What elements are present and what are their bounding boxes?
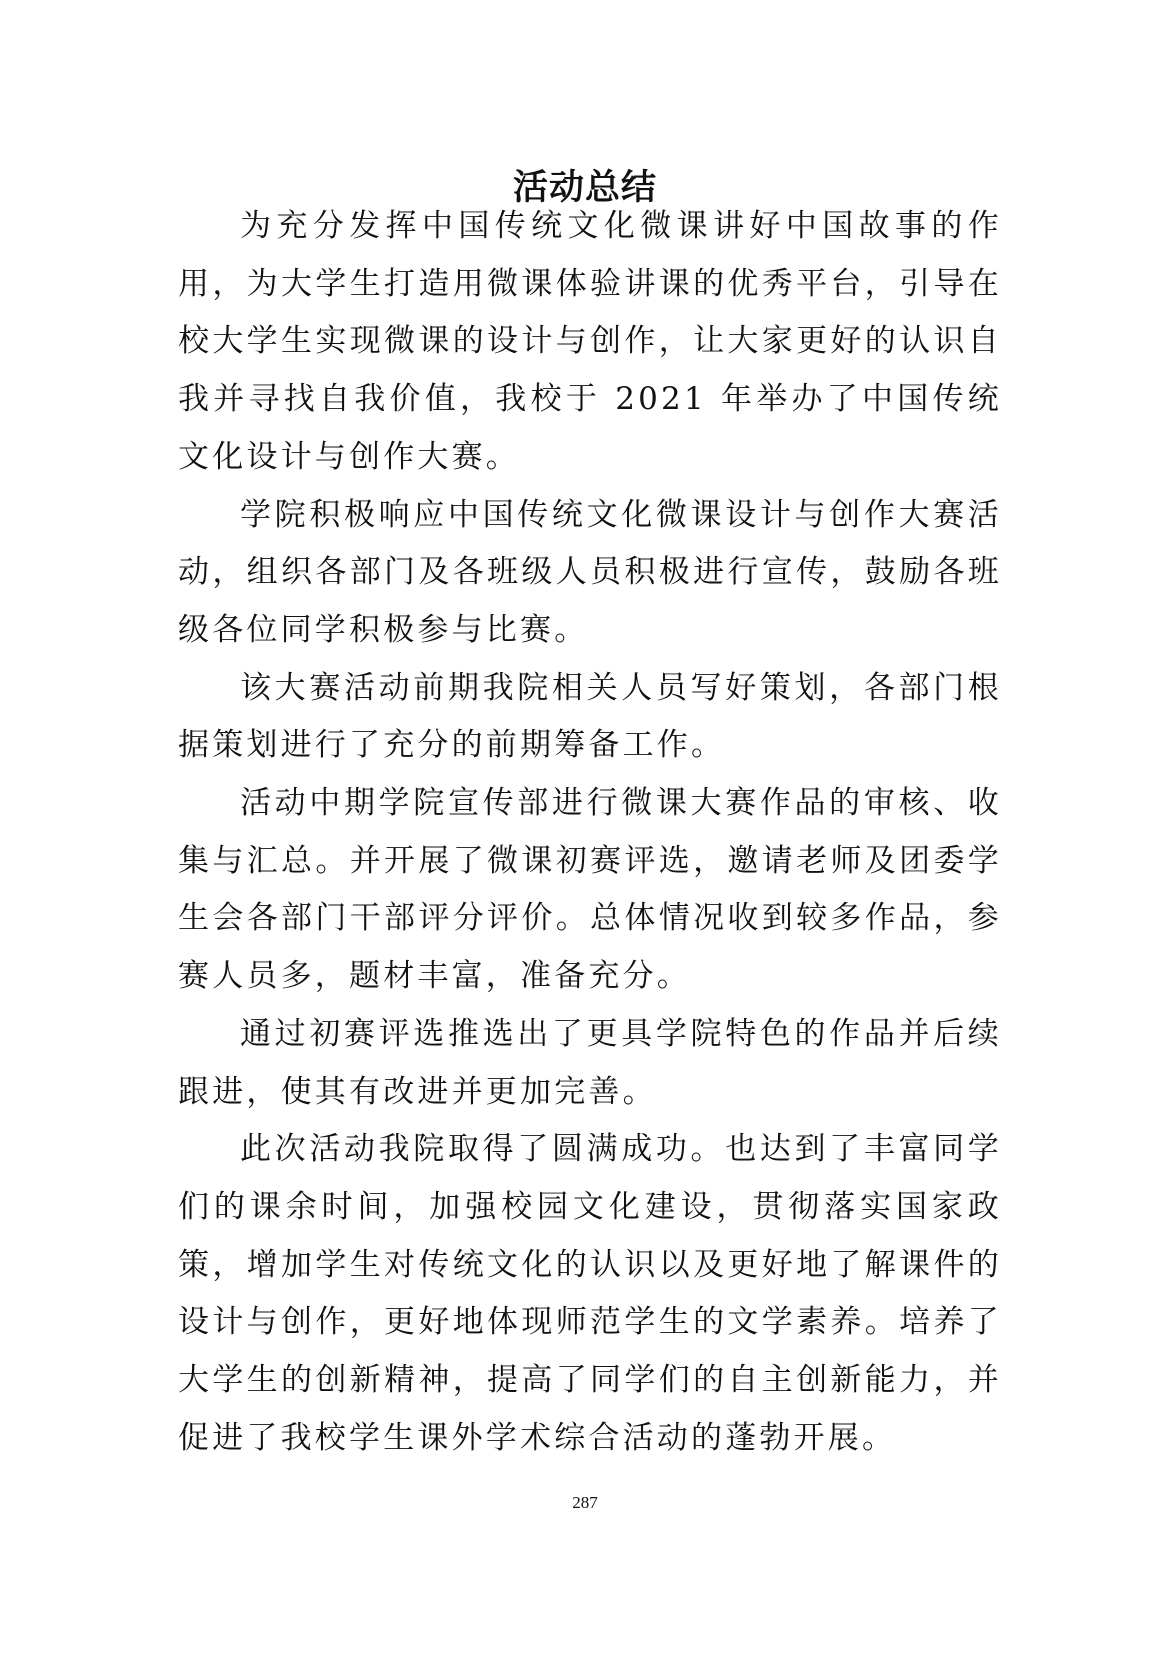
paragraph-5: 通过初赛评选推选出了更具学院特色的作品并后续跟进，使其有改进并更加完善。 — [178, 1015, 1002, 1110]
page-number: 287 — [572, 1493, 598, 1512]
paragraph-1: 为充分发挥中国传统文化微课讲好中国故事的作用，为大学生打造用微课体验讲课的优秀平台，引导在校大学生实现微课的设计与创作，让大家更好的认识自我并寻找自我价值，我校于 2021 年举办了中国传统文化设计与创作大赛。 — [178, 208, 1002, 475]
document-body — [178, 198, 1002, 1467]
paragraph-4: 活动中期学院宣传部进行微课大赛作品的审核、收集与汇总。并开展了微课初赛评选，邀请老师及团委学生会各部门干部评分评价。总体情况收到较多作品，参赛人员多，题材丰富，准备充分。 — [178, 785, 1002, 995]
document-title: 活动总结 — [512, 168, 657, 209]
paragraph-2: 学院积极响应中国传统文化微课设计与创作大赛活动，组织各部门及各班级人员积极进行宣传，鼓励各班级各位同学积极参与比赛。 — [178, 496, 1002, 648]
paragraph-3: 该大赛活动前期我院相关人员写好策划，各部门根据策划进行了充分的前期筹备工作。 — [178, 669, 1002, 764]
paragraph-6: 此次活动我院取得了圆满成功。也达到了丰富同学们的课余时间，加强校园文化建设，贯彻落实国家政策，增加学生对传统文化的认识以及更好地了解课件的设计与创作，更好地体现师范学生的文学素养。培养了大学生的创新精神，提高了同学们的自主创新能力，并促进了我校学生课外学术综合活动的蓬勃开展。 — [178, 1131, 1002, 1456]
